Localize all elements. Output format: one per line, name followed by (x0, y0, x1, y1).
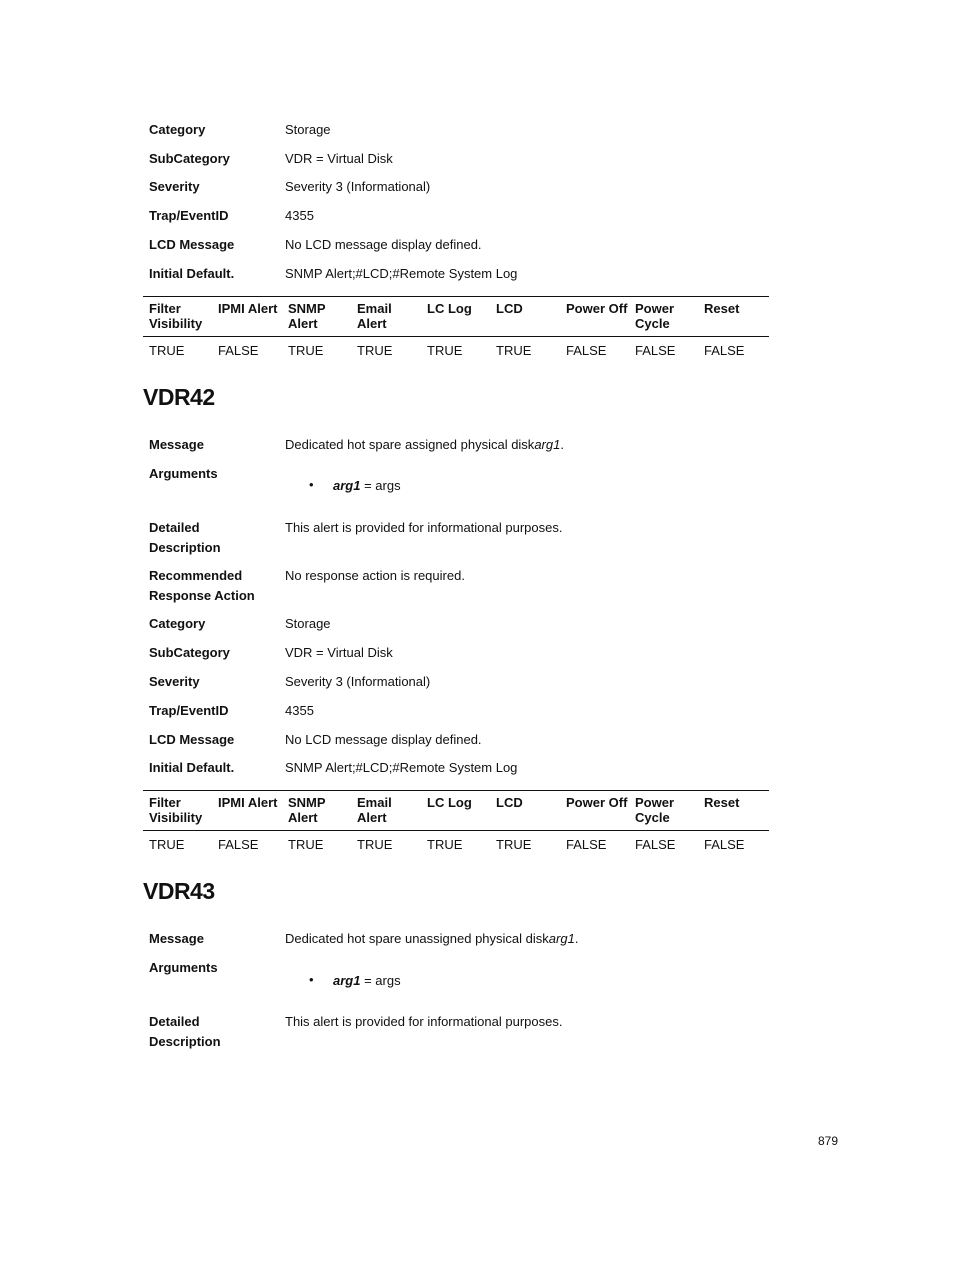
argument-name: arg1 (333, 973, 361, 988)
field-value: Severity 3 (Informational) (285, 674, 431, 689)
table-cell: TRUE (357, 837, 393, 852)
field-value: No response action is required. (285, 568, 465, 583)
field-value: SNMP Alert;#LCD;#Remote System Log (285, 266, 518, 281)
table-cell: TRUE (149, 837, 185, 852)
field-value: Storage (285, 122, 331, 137)
field-label: Trap/EventID (149, 208, 229, 223)
field-label: Trap/EventID (149, 703, 229, 718)
column-header: SNMP Alert (288, 795, 326, 825)
column-header: LC Log (427, 795, 472, 810)
field-value: Severity 3 (Informational) (285, 179, 431, 194)
field-value: This alert is provided for informational purposes. (285, 520, 563, 535)
field-value: Dedicated hot spare assigned physical diskarg1. (285, 437, 564, 452)
field-value: VDR = Virtual Disk (285, 645, 393, 660)
page-number: 879 (818, 1134, 839, 1148)
argument-name: arg1 (548, 931, 575, 946)
table-cell: FALSE (635, 343, 676, 358)
table-cell: TRUE (427, 837, 463, 852)
table-cell: TRUE (149, 343, 185, 358)
field-label: Arguments (149, 466, 218, 481)
table-cell: TRUE (496, 343, 532, 358)
column-header: LC Log (427, 301, 472, 316)
column-header: Reset (704, 301, 740, 316)
column-header: SNMP Alert (288, 301, 326, 331)
table-cell: FALSE (218, 343, 259, 358)
column-header: Email Alert (357, 301, 392, 331)
column-header: Power Cycle (635, 795, 675, 825)
field-label: Severity (149, 674, 200, 689)
bullet-icon: • (309, 477, 314, 492)
field-value: Dedicated hot spare unassigned physical diskarg1. (285, 931, 579, 946)
column-header: LCD (496, 795, 523, 810)
field-value: No LCD message display defined. (285, 732, 482, 747)
table-cell: FALSE (704, 343, 745, 358)
column-header: IPMI Alert (218, 795, 278, 810)
field-value: VDR = Virtual Disk (285, 151, 393, 166)
field-label: Message (149, 931, 204, 946)
field-label: SubCategory (149, 645, 230, 660)
field-value: 4355 (285, 703, 314, 718)
field-value: No LCD message display defined. (285, 237, 482, 252)
section-heading-vdr42: VDR42 (143, 384, 215, 410)
argument-item: arg1 = args (333, 478, 401, 493)
table-cell: TRUE (427, 343, 463, 358)
field-value: 4355 (285, 208, 314, 223)
table-cell: TRUE (288, 837, 324, 852)
argument-name: arg1 (333, 478, 361, 493)
table-header-rule (143, 830, 769, 831)
column-header: Power Off (566, 795, 628, 810)
column-header: IPMI Alert (218, 301, 278, 316)
argument-item: arg1 = args (333, 973, 401, 988)
table-top-rule (143, 296, 769, 297)
column-header: Filter Visibility (149, 301, 203, 331)
column-header: Power Off (566, 301, 628, 316)
field-label: LCD Message (149, 237, 235, 252)
column-header: Reset (704, 795, 740, 810)
table-cell: FALSE (635, 837, 676, 852)
table-header-rule (143, 336, 769, 337)
column-header: LCD (496, 301, 523, 316)
field-label: Arguments (149, 960, 218, 975)
section-heading-vdr43: VDR43 (143, 878, 215, 904)
field-label: Severity (149, 179, 200, 194)
field-label: Initial Default. (149, 266, 235, 281)
field-value: SNMP Alert;#LCD;#Remote System Log (285, 760, 518, 775)
field-label: LCD Message (149, 732, 235, 747)
field-label: Category (149, 616, 206, 631)
field-label: Recommended Response Action (149, 568, 255, 603)
table-cell: FALSE (566, 837, 607, 852)
field-label: Message (149, 437, 204, 452)
table-cell: FALSE (218, 837, 259, 852)
table-cell: FALSE (566, 343, 607, 358)
argument-name: arg1 (534, 437, 561, 452)
table-cell: TRUE (288, 343, 324, 358)
field-label: Category (149, 122, 206, 137)
field-label: Initial Default. (149, 760, 235, 775)
column-header: Filter Visibility (149, 795, 203, 825)
table-cell: TRUE (357, 343, 393, 358)
bullet-icon: • (309, 972, 314, 987)
column-header: Power Cycle (635, 301, 675, 331)
table-cell: FALSE (704, 837, 745, 852)
field-value: This alert is provided for informational purposes. (285, 1014, 563, 1029)
field-label: SubCategory (149, 151, 230, 166)
field-label: Detailed Description (149, 1014, 221, 1049)
column-header: Email Alert (357, 795, 392, 825)
field-label: Detailed Description (149, 520, 221, 555)
field-value: Storage (285, 616, 331, 631)
table-top-rule (143, 790, 769, 791)
table-cell: TRUE (496, 837, 532, 852)
